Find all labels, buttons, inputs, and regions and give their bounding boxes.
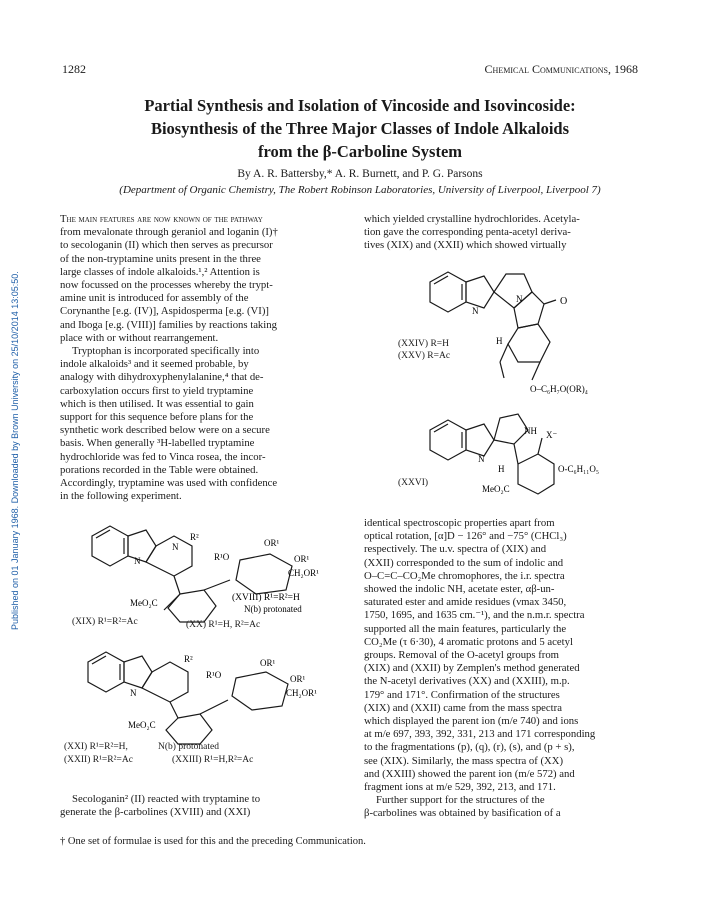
label-xxv: (XXV) R=Ac — [398, 351, 451, 361]
label-h: H — [496, 336, 503, 346]
structure-xviii-xx — [60, 520, 340, 650]
label-or1-right: OR¹ — [294, 554, 310, 564]
label-or1: OR¹ — [260, 658, 276, 668]
text-line: large classes of indole alkaloids.¹,² Attention is — [60, 265, 260, 278]
spiro-ring — [494, 414, 528, 444]
label-n: N — [134, 556, 141, 566]
label-r1o: R¹O — [206, 670, 222, 680]
left-column-bottom — [60, 793, 332, 819]
text-line: now focussed on the processes whereby the trypt- — [60, 279, 273, 292]
label-xviii: (XVIII) R¹=R²=H — [232, 593, 300, 603]
text-line: Corynanthe [e.g. (IV)], Aspidosperma [e.g. (VI)] — [60, 305, 269, 318]
text-line: to the fragmentations (p), (q), (r), (s), and (p + s), — [364, 741, 575, 754]
text-line: (XIX) and (XXII) by Zemplen's method generated — [364, 662, 580, 675]
text-line: see (XIX). Similarly, the mass spectra of (XX) — [364, 754, 564, 767]
text-line: fragment ions at m/e 529, 392, 213, and 171. — [364, 781, 556, 794]
download-note: Published on 01 January 1968. Downloaded by Brown University on 25/10/2014 13:05:50. — [10, 271, 20, 630]
affiliation: (Department of Organic Chemistry, The Robert Robinson Laboratories, University of Liverpool, Liverpool 7) — [119, 184, 601, 196]
title-line-3: from the β-Carboline System — [257, 142, 463, 161]
text-line: porations recorded in the Table were obtained. — [60, 463, 259, 476]
text-line: hydrochloride was fed to Vinca rosea, the incor- — [60, 450, 266, 463]
text-line: in the following experiment. — [60, 490, 182, 503]
label-n: N — [478, 454, 485, 464]
structure-xxvi — [400, 410, 640, 510]
page-number: 1282 — [62, 62, 86, 76]
label-og-sugar: O–C₆H₇O(OR)₄ — [530, 384, 588, 394]
label-xx: (XX) R¹=H, R²=Ac — [186, 620, 261, 630]
pyran-ring — [508, 324, 550, 362]
text-line: analogy with dihydroxyphenylalanine,⁴ that de- — [60, 371, 264, 384]
text-line: CO₂Me (τ 6·30), 4 aromatic protons and 5 acetyl — [364, 635, 573, 648]
text-line: O–C=C–CO₂Me chromophores, the i.r. spectra — [364, 569, 565, 582]
pyrrole-ring — [124, 656, 152, 688]
label-or1: OR¹ — [264, 538, 280, 548]
right-column-body — [364, 517, 638, 821]
label-nb: N — [172, 542, 179, 552]
label-nh-plus: NH — [524, 426, 537, 436]
footnote: † One set of formulae is used for this and the preceding Communication. — [60, 836, 366, 847]
text-line: groups. Removal of the O-acetyl groups from — [364, 649, 559, 662]
text-line: Accordingly, tryptamine was used with confidence — [60, 477, 278, 490]
label-xxiv: (XXIV) R=H — [398, 339, 450, 349]
text-line: basis. When generally ³H-labelled tryptamine — [60, 437, 255, 450]
glucose-ring — [232, 672, 288, 710]
text-line: respectively. The u.v. spectra of (XIX) and — [364, 543, 547, 556]
text-line: generate the β-carbolines (XVIII) and (XXI) — [60, 806, 251, 819]
svg-text:O: O — [560, 296, 568, 307]
text-line: synthetic work described below were on a secure — [60, 424, 270, 437]
label-xxvi: (XXVI) — [398, 478, 429, 488]
text-line: which is then utilised. It was essential to gain — [60, 397, 254, 410]
text-line: identical spectroscopic properties apart from — [364, 517, 555, 529]
label-x-minus: X⁻ — [546, 430, 558, 440]
text-line: amine unit is introduced for assembly of the — [60, 292, 249, 305]
text-line: carboxylation occurs first to yield tryptamine — [60, 384, 254, 397]
label-xxiii: (XXIII) R¹=H,R²=Ac — [172, 755, 254, 765]
left-column-intro — [60, 213, 332, 503]
label-nb: N — [516, 294, 523, 304]
text-line: place with or without rearrangement. — [60, 331, 219, 344]
text-line: 179° and 171°. Confirmation of the structures — [364, 688, 560, 701]
text-line: 1750, 1695, and 1635 cm.⁻¹), and the n.m.r. spectra — [364, 609, 585, 622]
label-n: N — [130, 688, 137, 698]
piperidine-ring — [494, 274, 532, 308]
label-nb-protonated: N(b) protonated — [244, 604, 302, 614]
text-line: optical rotation, [α]D − 126° and −75° (CHCl₃) — [364, 530, 567, 543]
label-ch2or1: CH₂OR¹ — [288, 568, 319, 578]
label-nb-protonated-2: N(b) protonated — [158, 742, 219, 752]
text-line: β-carbolines was obtained by basification of a — [364, 807, 561, 820]
text-line: Further support for the structures of the — [376, 794, 545, 807]
label-r1o: R¹O — [214, 552, 230, 562]
text-line: tion gave the corresponding penta-acetyl deriva- — [364, 226, 571, 239]
label-n: N — [472, 306, 479, 316]
text-line: and (XXIII) showed the parent ion (m/e 572) and — [364, 767, 575, 780]
text-line: and Iboga [e.g. (VIII)] families by reactions taking — [60, 318, 277, 331]
text-line: supported all the main features, particularly the — [364, 622, 567, 635]
text-line: which displayed the parent ion (m/e 740) and ions — [364, 715, 579, 728]
pyrrole-ring — [466, 276, 494, 308]
label-xix: (XIX) R¹=R²=Ac — [72, 617, 138, 627]
text-line: at m/e 697, 393, 392, 331, 213 and 171 corresponding — [364, 728, 596, 741]
label-xxii: (XXII) R¹=R²=Ac — [64, 755, 133, 765]
benzene-ring — [92, 526, 128, 566]
dihydropyran-ring — [166, 714, 212, 744]
glucose-ring — [236, 554, 292, 594]
text-line: tives (XIX) and (XXII) which showed virtually — [364, 239, 567, 252]
text-line: Secologanin² (II) reacted with tryptamine to — [72, 793, 261, 805]
text-line: saturated ester and amide residues (νmax 3450, — [364, 596, 567, 609]
label-h: H — [498, 464, 505, 474]
text-line: of the non-tryptamine units present in the three — [60, 252, 261, 265]
benzene-ring — [430, 272, 466, 312]
benzene-ring — [88, 652, 124, 692]
label-ch2or1: CH₂OR¹ — [286, 688, 317, 698]
text-line: support for this sequence before plans for the — [60, 411, 254, 424]
title-line-2: Biosynthesis of the Three Major Classes of Indole Alkaloids — [150, 119, 570, 138]
text-line: which yielded crystalline hydrochlorides. Acetyla- — [364, 213, 580, 225]
authors: By A. R. Battersby,* A. R. Burnett, and P. G. Parsons — [237, 168, 483, 180]
label-meo2c: MeO₂C — [130, 598, 158, 608]
text-line: from mevalonate through geraniol and loganin (I)† — [60, 226, 278, 239]
text-line: showed the indolic NH, acetate ester, αβ-un- — [364, 583, 555, 596]
text-line: Tryptophan is incorporated specifically into — [72, 345, 260, 358]
label-meo2c: MeO₂C — [482, 484, 510, 494]
structure-xxi-xxiii — [60, 648, 340, 748]
journal-header: Chemical Communications, 1968 — [484, 62, 638, 76]
right-column-top — [364, 213, 638, 253]
text-line: (XXII) corresponded to the sum of indolic and — [364, 556, 564, 569]
pyrrole-ring — [128, 530, 156, 562]
label-xxi: (XXI) R¹=R²=H, — [64, 742, 128, 752]
benzene-ring — [430, 420, 466, 460]
text-line: indole alkaloids³ and it seemed probable, by — [60, 358, 249, 371]
label-r2: R² — [190, 532, 199, 542]
dihydropyran-ring — [168, 590, 216, 622]
label-o-glc: O-C₆H₁₁O₅ — [558, 464, 600, 474]
text-line: to secologanin (II) which then serves as precursor — [60, 239, 273, 252]
text-line: the N-acetyl derivatives (XX) and (XXIII), m.p. — [364, 675, 570, 688]
text-line: (XIX) and (XXII) came from the mass spectra — [364, 701, 562, 714]
indolenine-ring — [466, 424, 494, 456]
label-r2: R² — [184, 654, 193, 664]
pyran-ring — [518, 454, 554, 494]
title-line-1: Partial Synthesis and Isolation of Vincoside and Isovincoside: — [144, 96, 576, 115]
label-meo2c: MeO₂C — [128, 720, 156, 730]
structure-xxiv-xxv — [400, 262, 630, 402]
label-or1-right: OR¹ — [290, 674, 306, 684]
text-line: The main features are now known of the pathway — [60, 213, 263, 225]
